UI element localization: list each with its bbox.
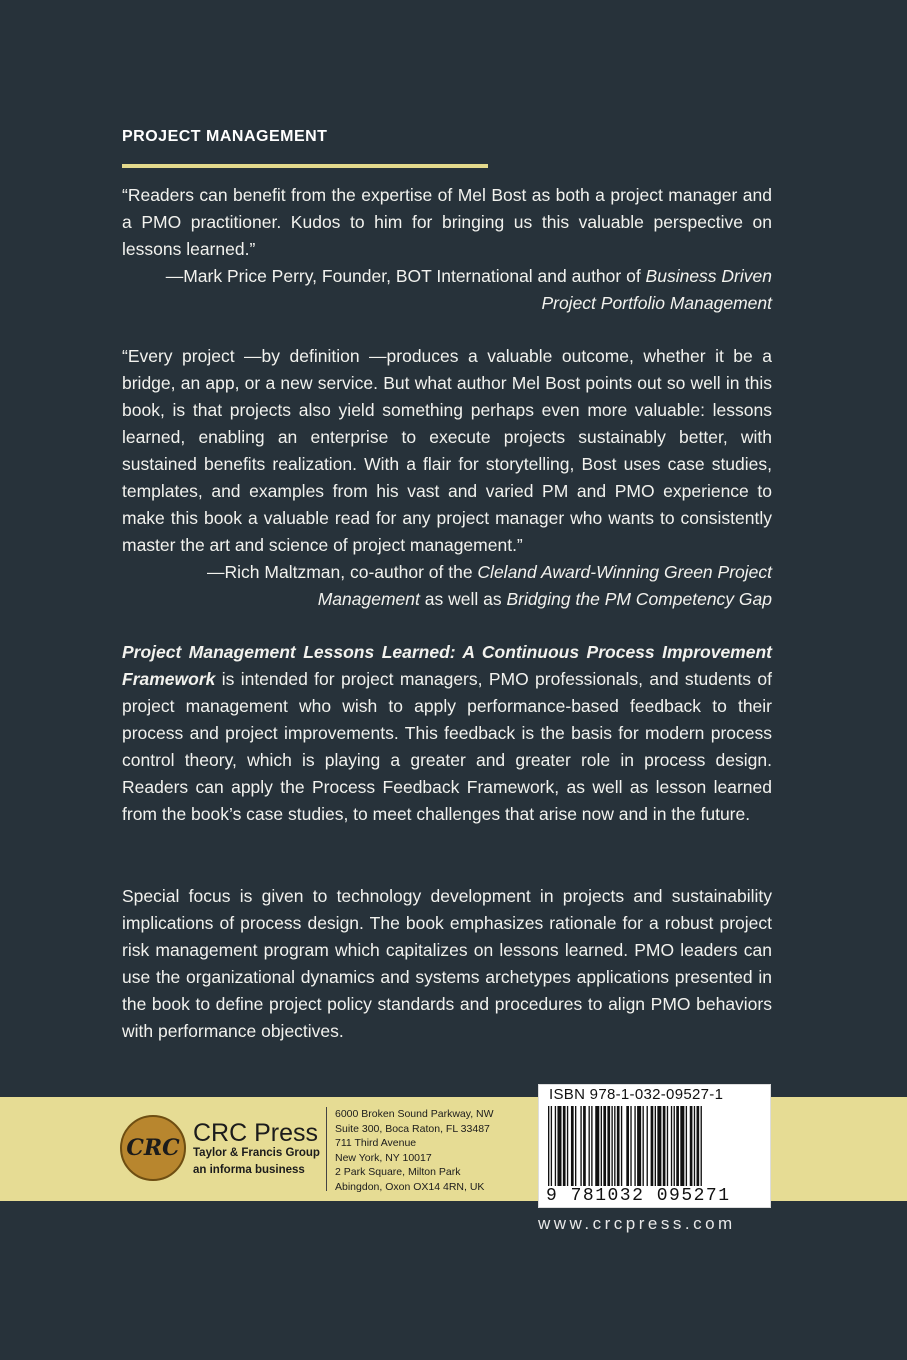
address-line: 2 Park Square, Milton Park — [335, 1166, 461, 1178]
publisher-website: www.crcpress.com — [538, 1214, 736, 1233]
barcode-icon — [546, 1106, 764, 1186]
barcode-bar — [663, 1106, 666, 1186]
barcode-bar — [571, 1106, 574, 1186]
quote-1-text: “Readers can benefit from the expertise of Mel Bost as both a project manager and a PMO practitioner. Kudos to him for bringing us this valuable perspective on lessons learned.” — [122, 185, 772, 259]
quote-2-text: “Every project —by definition —produces a valuable outcome, whether it be a bridge, an app, or a new service. But what author Mel Bost points out so well in this book, is that projects also yield something perhaps even more valuable: lessons learned, enabling an enterprise to execute projects sustainably better, with sustained benefits realization. With a flair for storytelling, Bost uses case studies, templates, and examples from his vast and varied PM and PMO experience to make this book a valuable read for any project manager who wants to consistently master the art and science of project management.” — [122, 346, 772, 555]
endorsement-quote-2 — [122, 343, 772, 613]
publisher-informa: an informa business — [193, 1164, 305, 1176]
barcode-bar — [637, 1106, 641, 1186]
isbn-label: ISBN 978-1-032-09527-1 — [549, 1086, 724, 1103]
barcode-bar — [671, 1106, 672, 1186]
quote-2-attribution-mid: as well as — [419, 589, 507, 609]
crc-logo-icon — [120, 1115, 186, 1181]
heading-rule — [122, 164, 488, 168]
barcode-bar — [611, 1106, 612, 1186]
address-divider — [326, 1107, 327, 1191]
address-line: 711 Third Avenue — [335, 1137, 417, 1149]
barcode-bar — [694, 1106, 695, 1186]
barcode-bar — [589, 1106, 590, 1186]
quote-2-attribution — [122, 559, 772, 613]
barcode-bar — [674, 1106, 675, 1186]
publisher-name: CRC Press — [193, 1119, 319, 1147]
barcode-bar — [701, 1106, 702, 1186]
book-description-2 — [122, 883, 772, 1045]
barcode-bar — [690, 1106, 693, 1186]
address-line: New York, NY 10017 — [335, 1151, 432, 1164]
barcode-bar — [607, 1106, 610, 1186]
barcode-bar — [651, 1106, 654, 1186]
book-description-1 — [122, 639, 772, 828]
barcode-bar — [563, 1106, 566, 1186]
barcode-digits: 9 781032 095271 — [546, 1186, 731, 1206]
barcode-bar — [626, 1106, 629, 1186]
address-line: 6000 Broken Sound Parkway, NW — [335, 1108, 494, 1120]
barcode-bar — [643, 1106, 644, 1186]
barcode-bar — [591, 1106, 592, 1186]
barcode-bar — [580, 1106, 581, 1186]
barcode-bar — [621, 1106, 622, 1186]
quote-2-attribution-book-2: Bridging the PM Competency Gap — [506, 589, 772, 609]
barcode-bar — [583, 1106, 586, 1186]
logo-text: CRC — [126, 1135, 180, 1161]
quote-2-attribution-book-1: Cleland Award-Winning Green Project Management — [317, 562, 772, 609]
publisher-group: Taylor & Francis Group — [193, 1147, 320, 1159]
description-1-text: is intended for project managers, PMO professionals, and students of project management who wish to apply performance-based feedback to their process and project improvements. This feedback is the basis for modern process control theory, which is playing a greater and greater role in process design. Readers can apply the Process Feedback Framework, as well as lesson learned from the book’s case studies, to meet challenges that arise now and in the future. — [122, 669, 772, 824]
barcode-bar — [676, 1106, 679, 1186]
barcode-bar — [686, 1106, 687, 1186]
barcode-bar — [557, 1106, 561, 1186]
barcode-bar — [614, 1106, 615, 1186]
barcode-bar — [697, 1106, 700, 1186]
address-line: Abingdon, Oxon OX14 4RN, UK — [335, 1180, 485, 1193]
quote-2-attribution-prefix: —Rich Maltzman, co-author of the — [207, 562, 478, 582]
barcode-bar — [567, 1106, 568, 1186]
barcode-bar — [555, 1106, 556, 1186]
category-heading: PROJECT MANAGEMENT — [122, 128, 328, 145]
barcode-bar — [595, 1106, 599, 1186]
barcode-bar — [657, 1106, 661, 1186]
barcode-bar — [680, 1106, 684, 1186]
address-line: Suite 300, Boca Raton, FL 33487 — [335, 1122, 490, 1135]
quote-1-attribution — [122, 263, 772, 317]
publisher-addresses — [335, 1107, 494, 1194]
quote-1-attribution-prefix: —Mark Price Perry, Founder, BOT International and author of — [165, 266, 646, 286]
endorsement-quote-1 — [122, 182, 772, 317]
barcode-bar — [551, 1106, 552, 1186]
barcode-bar — [603, 1106, 606, 1186]
barcode-bar — [575, 1106, 576, 1186]
barcode-bar — [548, 1106, 549, 1186]
barcode-bar — [667, 1106, 668, 1186]
barcode-bar — [630, 1106, 631, 1186]
barcode-bar — [601, 1106, 602, 1186]
description-2-paragraph: Special focus is given to technology development in projects and sustainability implications of process design. The book emphasizes rationale for a robust project risk management program which capitalizes on lessons learned. PMO leaders can use the organizational dynamics and systems archetypes applications presented in the book to define project policy standards and procedures to align PMO behaviors with performance objectives. — [122, 886, 772, 1041]
barcode-bar — [655, 1106, 656, 1186]
barcode-bar — [634, 1106, 635, 1186]
quote-1-attribution-book: Business Driven Project Portfolio Management — [541, 266, 772, 313]
barcode-bar — [617, 1106, 620, 1186]
barcode-bar — [647, 1106, 648, 1186]
book-title: Project Management Lessons Learned: A Continuous Process Improvement Framework — [122, 642, 772, 689]
description-1-paragraph — [122, 639, 772, 828]
